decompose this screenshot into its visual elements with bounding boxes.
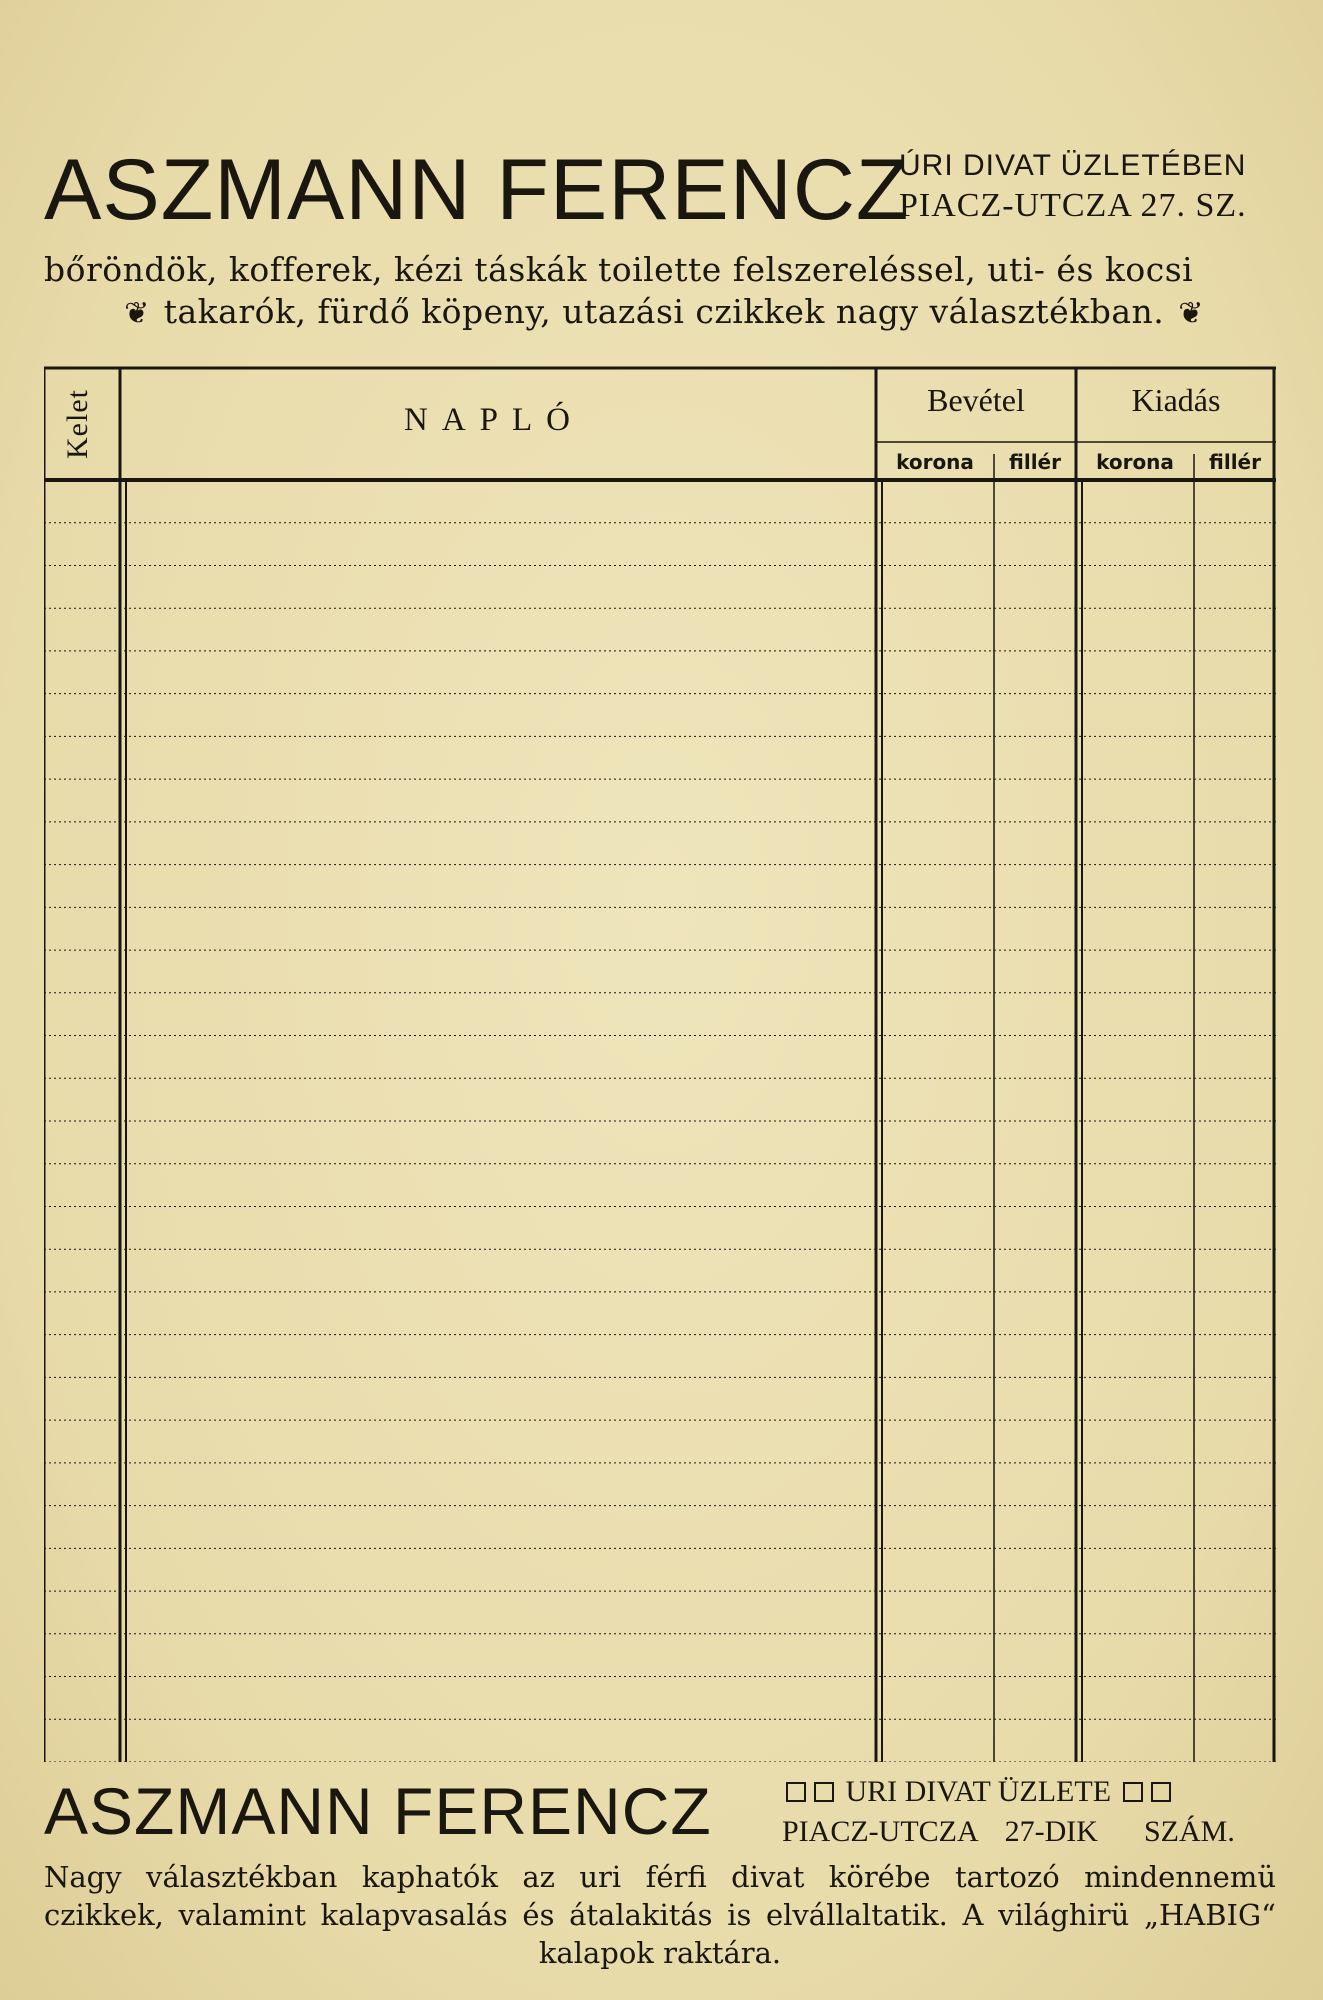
- footer-text-line-3: kalapok raktára.: [538, 1936, 782, 1970]
- square-ornament-icon: [1151, 1782, 1171, 1802]
- tagline-line-1: bőröndök, kofferek, kézi táskák toilette felszereléssel, uti- és kocsi: [44, 250, 1194, 289]
- column-header-naplo: NAPLÓ: [404, 402, 585, 438]
- brand-name-bottom: ASZMANN FERENCZ: [44, 1774, 712, 1848]
- shop-type-top: ÚRI DIVAT ÜZLETÉBEN: [899, 149, 1247, 182]
- subheader-kiadas-korona: korona: [1096, 450, 1174, 474]
- floral-ornament-icon: ❦: [124, 296, 150, 331]
- shop-type-bottom: URI DIVAT ÜZLETE: [845, 1775, 1112, 1808]
- top-advertisement-header: [44, 142, 1284, 238]
- square-ornament-icon: [814, 1782, 834, 1802]
- shop-type-bottom-row: [782, 1772, 1175, 1812]
- bottom-advertisement: [44, 1768, 1284, 1968]
- tagline-line-2: takarók, fürdő köpeny, utazási czikkek nagy választékban.: [163, 292, 1165, 331]
- shop-address-top: [899, 148, 1319, 228]
- square-ornament-icon: [786, 1782, 806, 1802]
- subheader-bevetel-korona: korona: [896, 450, 974, 474]
- ledger-grid: [44, 362, 1276, 1762]
- brand-name-top: ASZMANN FERENCZ: [44, 142, 910, 238]
- street-address-bottom: PIACZ-UTCZA 27-DIK SZÁM.: [782, 1815, 1235, 1848]
- column-header-kelet: Kelet: [61, 389, 94, 459]
- footer-text-line-2: czikkek, valamint kalapvasalás és átalakitás is elvállaltatik. A világhirü „HABIG“: [44, 1898, 1276, 1932]
- tagline-line-2-wrapper: [44, 290, 1284, 336]
- square-ornament-icon: [1123, 1782, 1143, 1802]
- floral-ornament-icon: ❦: [1178, 296, 1204, 331]
- column-header-kiadas: Kiadás: [1131, 382, 1221, 418]
- column-header-bevetel: Bevétel: [927, 382, 1025, 418]
- journal-ledger-table: [44, 362, 1276, 1762]
- subheader-kiadas-filler: fillér: [1209, 450, 1261, 474]
- street-address-top: PIACZ-UTCZA 27. SZ.: [899, 187, 1247, 224]
- footer-text-line-1: Nagy választékban kaphatók az uri férfi divat körébe tartozó mindennemü: [44, 1860, 1276, 1894]
- subheader-bevetel-filler: fillér: [1009, 450, 1061, 474]
